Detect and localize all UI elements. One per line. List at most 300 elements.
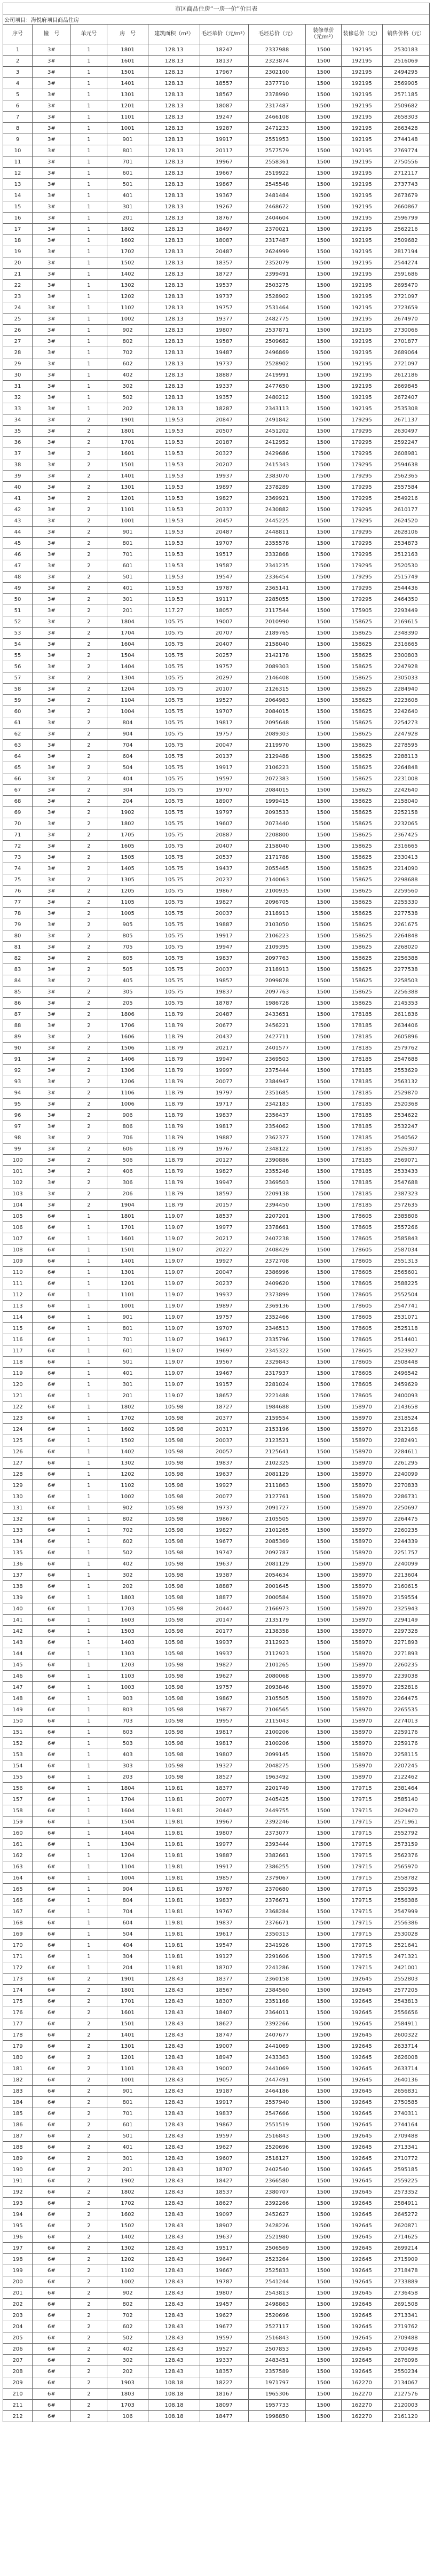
- col-index-cell: 1: [3, 44, 33, 56]
- col-unit-cell: 1: [70, 1917, 107, 1929]
- col-rough-total-cell: 2447491: [248, 2074, 306, 2086]
- col-building-cell: 3#: [33, 1144, 71, 1155]
- col-sale-price-cell: 2259560: [382, 886, 429, 897]
- col-building-cell: 3#: [33, 863, 71, 874]
- col-rough-total-cell: 2392266: [248, 2018, 306, 2030]
- table-row: [3, 1996, 430, 2007]
- col-area-cell: 119.07: [148, 1390, 200, 1401]
- table-row: [3, 392, 430, 403]
- col-decor-unit-price-cell: 1500: [306, 67, 341, 78]
- col-sale-price-cell: 2817194: [382, 246, 429, 257]
- col-rough-unit-price-cell: 19707: [200, 538, 248, 549]
- col-decor-total-cell: 158625: [341, 942, 382, 953]
- col-rough-unit-price-cell: 19887: [200, 1850, 248, 1861]
- col-rough-total-cell: 2451202: [248, 426, 306, 437]
- table-row: [3, 1615, 430, 1626]
- col-rough-unit-price-cell: 20887: [200, 829, 248, 841]
- col-building-cell: 3#: [33, 190, 71, 201]
- col-index-cell: 27: [3, 336, 33, 347]
- col-index-cell: 209: [3, 2377, 33, 2389]
- col-unit-cell: 1: [70, 190, 107, 201]
- col-rough-unit-price-cell: 19977: [200, 1839, 248, 1850]
- col-building-cell: 6#: [33, 1861, 71, 1873]
- col-unit-cell: 1: [70, 1884, 107, 1895]
- col-unit-cell: 1: [70, 1615, 107, 1626]
- col-unit-cell: 2: [70, 1099, 107, 1110]
- col-index-cell: 104: [3, 1200, 33, 1211]
- table-row: [3, 2209, 430, 2220]
- col-index-cell: 102: [3, 1177, 33, 1188]
- col-room-cell: 705: [107, 942, 148, 953]
- col-decor-unit-price-cell: 1500: [306, 291, 341, 302]
- col-sale-price-cell: 2520368: [382, 1099, 429, 1110]
- col-index-cell: 202: [3, 2299, 33, 2310]
- col-index-cell: 199: [3, 2265, 33, 2276]
- col-decor-total-cell: 158970: [341, 1615, 382, 1626]
- col-decor-total-cell: 178185: [341, 1110, 382, 1121]
- col-sale-price-cell: 2284611: [382, 1446, 429, 1458]
- col-rough-total-cell: 2101265: [248, 1525, 306, 1536]
- table-row: [3, 358, 430, 370]
- col-rough-unit-price-cell: 19337: [200, 2355, 248, 2366]
- col-unit-cell: 2: [70, 2198, 107, 2209]
- col-decor-total-cell: 158625: [341, 661, 382, 672]
- col-sale-price-cell: 2633714: [382, 2041, 429, 2052]
- col-rough-total-cell: 2352466: [248, 1312, 306, 1323]
- col-index-cell: 80: [3, 930, 33, 942]
- col-unit-cell: 2: [70, 1020, 107, 1031]
- col-building-cell: 6#: [33, 1446, 71, 1458]
- col-building-cell: 3#: [33, 358, 71, 370]
- col-decor-total-cell: 158625: [341, 717, 382, 729]
- col-index-cell: 210: [3, 2389, 33, 2400]
- col-rough-unit-price-cell: 20677: [200, 1020, 248, 1031]
- col-rough-unit-price-cell: 19677: [200, 1536, 248, 1547]
- col-rough-unit-price-cell: 19857: [200, 975, 248, 986]
- col-sale-price-cell: 2247928: [382, 661, 429, 672]
- col-building-cell: 6#: [33, 1334, 71, 1345]
- col-decor-total-cell: 179295: [341, 538, 382, 549]
- col-unit-cell: 2: [70, 2299, 107, 2310]
- col-building-cell: 6#: [33, 1222, 71, 1233]
- col-building-cell: 3#: [33, 448, 71, 459]
- col-room-cell: 502: [107, 392, 148, 403]
- col-rough-total-cell: 2112923: [248, 1637, 306, 1648]
- col-index-cell: 159: [3, 1816, 33, 1828]
- col-unit-cell: 2: [70, 482, 107, 493]
- col-unit-cell: 1: [70, 1603, 107, 1615]
- table-row: [3, 112, 430, 123]
- col-decor-unit-price-cell: 1500: [306, 1805, 341, 1816]
- col-building-cell: 3#: [33, 930, 71, 942]
- col-decor-total-cell: 192195: [341, 269, 382, 280]
- col-building-cell: 6#: [33, 2232, 71, 2243]
- col-building-cell: 3#: [33, 112, 71, 123]
- col-rough-unit-price-cell: 20447: [200, 1805, 248, 1816]
- col-rough-unit-price-cell: 20217: [200, 1043, 248, 1054]
- table-row: [3, 796, 430, 807]
- col-rough-total-cell: 2509682: [248, 336, 306, 347]
- col-area-cell: 105.75: [148, 829, 200, 841]
- col-unit-cell: 1: [70, 1435, 107, 1446]
- col-area-cell: 105.75: [148, 807, 200, 818]
- table-row: [3, 1794, 430, 1805]
- col-rough-unit-price-cell: 20147: [200, 1615, 248, 1626]
- col-unit-cell: 1: [70, 1772, 107, 1783]
- col-room-cell: 1802: [107, 1401, 148, 1413]
- col-building-cell: 3#: [33, 414, 71, 426]
- col-decor-total-cell: 178185: [341, 1020, 382, 1031]
- col-building-cell: 3#: [33, 527, 71, 538]
- col-sale-price-cell: 2669845: [382, 381, 429, 392]
- col-rough-total-cell: 2099878: [248, 975, 306, 986]
- col-building-cell: 6#: [33, 1267, 71, 1278]
- col-area-cell: 105.98: [148, 1716, 200, 1727]
- col-decor-unit-price-cell: 1500: [306, 1357, 341, 1368]
- col-rough-unit-price-cell: 19187: [200, 2086, 248, 2097]
- col-decor-unit-price-cell: 1500: [306, 773, 341, 785]
- col-building-cell: 3#: [33, 942, 71, 953]
- col-room-cell: 1804: [107, 616, 148, 628]
- col-rough-unit-price-cell: 20057: [200, 1446, 248, 1458]
- col-decor-unit-price-cell: 1500: [306, 1547, 341, 1559]
- col-area-cell: 128.43: [148, 2007, 200, 2018]
- col-decor-unit-price-cell: 1500: [306, 2288, 341, 2299]
- col-unit-cell: 1: [70, 1211, 107, 1222]
- table-row: [3, 1289, 430, 1301]
- col-unit-cell: 2: [70, 1054, 107, 1065]
- table-row: [3, 224, 430, 235]
- col-building-cell: 6#: [33, 1873, 71, 1884]
- col-index-cell: 132: [3, 1514, 33, 1525]
- col-area-cell: 105.98: [148, 1648, 200, 1659]
- col-index-cell: 212: [3, 2411, 33, 2422]
- col-index-cell: 120: [3, 1379, 33, 1390]
- col-building-cell: 6#: [33, 2389, 71, 2400]
- col-area-cell: 119.53: [148, 471, 200, 482]
- col-sale-price-cell: 2525118: [382, 1323, 429, 1334]
- col-area-cell: 105.75: [148, 684, 200, 695]
- col-rough-unit-price-cell: 18527: [200, 1772, 248, 1783]
- col-unit-cell: 1: [70, 1704, 107, 1716]
- col-room-cell: 1004: [107, 706, 148, 717]
- col-sale-price-cell: 2600322: [382, 2030, 429, 2041]
- col-decor-total-cell: 158625: [341, 773, 382, 785]
- col-room-cell: 1101: [107, 2063, 148, 2074]
- col-decor-total-cell: 158625: [341, 751, 382, 762]
- col-room-cell: 1304: [107, 672, 148, 684]
- col-index-cell: 100: [3, 1155, 33, 1166]
- table-row: [3, 1805, 430, 1816]
- col-unit-cell: 1: [70, 156, 107, 168]
- table-row: [3, 1368, 430, 1379]
- col-rough-unit-price-cell: 19057: [200, 2074, 248, 2086]
- col-sale-price-cell: 2259176: [382, 1727, 429, 1738]
- col-unit-cell: 1: [70, 1850, 107, 1861]
- col-area-cell: 128.43: [148, 1985, 200, 1996]
- col-building-cell: 3#: [33, 684, 71, 695]
- col-rough-unit-price-cell: 20047: [200, 1267, 248, 1278]
- col-building-cell: 6#: [33, 1895, 71, 1906]
- col-decor-unit-price-cell: 1500: [306, 807, 341, 818]
- col-unit-cell: 1: [70, 1233, 107, 1244]
- col-sale-price-cell: 2509682: [382, 100, 429, 112]
- col-unit-cell: 2: [70, 874, 107, 886]
- col-unit-cell: 2: [70, 908, 107, 919]
- col-rough-unit-price-cell: 19817: [200, 1121, 248, 1132]
- col-room-cell: 1302: [107, 2243, 148, 2254]
- col-decor-total-cell: 179295: [341, 527, 382, 538]
- col-unit-cell: 2: [70, 616, 107, 628]
- col-rough-unit-price-cell: 18627: [200, 2018, 248, 2030]
- col-room-cell: 301: [107, 1379, 148, 1390]
- col-index-cell: 175: [3, 1996, 33, 2007]
- col-decor-total-cell: 192195: [341, 392, 382, 403]
- col-decor-total-cell: 192645: [341, 2052, 382, 2063]
- col-decor-unit-price-cell: 1500: [306, 964, 341, 975]
- col-rough-total-cell: 2123521: [248, 1435, 306, 1446]
- col-decor-unit-price-cell: 1500: [306, 1345, 341, 1357]
- table-row: [3, 975, 430, 986]
- col-unit-cell: 1: [70, 1716, 107, 1727]
- col-room-cell: 1001: [107, 1301, 148, 1312]
- col-decor-unit-price-cell: 1500: [306, 1256, 341, 1267]
- col-index-cell: 20: [3, 257, 33, 269]
- col-room-cell: 701: [107, 1334, 148, 1345]
- col-rough-unit-price-cell: 19617: [200, 1929, 248, 1940]
- col-rough-total-cell: 2399491: [248, 269, 306, 280]
- col-rough-total-cell: 2545548: [248, 179, 306, 190]
- col-index-cell: 192: [3, 2187, 33, 2198]
- col-decor-unit-price-cell: 1500: [306, 2299, 341, 2310]
- col-rough-total-cell: 2100935: [248, 886, 306, 897]
- table-row: [3, 1559, 430, 1570]
- col-area-cell: 128.43: [148, 2119, 200, 2131]
- col-index-cell: 172: [3, 1962, 33, 1974]
- table-row: [3, 1861, 430, 1873]
- table-row: [3, 168, 430, 179]
- col-rough-unit-price-cell: 19917: [200, 762, 248, 773]
- table-row: [3, 1357, 430, 1368]
- table-row: [3, 1581, 430, 1592]
- col-area-cell: 119.81: [148, 1839, 200, 1850]
- col-room-cell: 1803: [107, 2389, 148, 2400]
- col-building-cell: 3#: [33, 370, 71, 381]
- col-rough-unit-price-cell: 19677: [200, 2321, 248, 2332]
- col-building-cell: 6#: [33, 1424, 71, 1435]
- col-index-cell: 2: [3, 56, 33, 67]
- col-decor-unit-price-cell: 1500: [306, 1794, 341, 1805]
- table-row: [3, 1828, 430, 1839]
- col-building-cell: 3#: [33, 897, 71, 908]
- col-rough-total-cell: 2332868: [248, 549, 306, 560]
- col-sale-price-cell: 2400093: [382, 1390, 429, 1401]
- col-index-cell: 64: [3, 751, 33, 762]
- col-unit-cell: 2: [70, 2344, 107, 2355]
- col-decor-total-cell: 179715: [341, 1873, 382, 1884]
- col-building-cell: 3#: [33, 571, 71, 583]
- col-sale-price-cell: 2284940: [382, 684, 429, 695]
- col-decor-unit-price-cell: 1500: [306, 1951, 341, 1962]
- col-rough-total-cell: 2096705: [248, 897, 306, 908]
- col-room-cell: 901: [107, 134, 148, 145]
- col-room-cell: 1305: [107, 874, 148, 886]
- col-room-cell: 301: [107, 201, 148, 213]
- col-area-cell: 108.18: [148, 2400, 200, 2411]
- col-index-cell: 203: [3, 2310, 33, 2321]
- col-index-cell: 30: [3, 370, 33, 381]
- col-room-cell: 803: [107, 1704, 148, 1716]
- col-building-cell: 3#: [33, 729, 71, 740]
- col-rough-unit-price-cell: 18087: [200, 235, 248, 246]
- col-building-cell: 6#: [33, 1536, 71, 1547]
- col-decor-total-cell: 158970: [341, 1536, 382, 1547]
- col-building-cell: 3#: [33, 1110, 71, 1121]
- col-area-cell: 128.43: [148, 2142, 200, 2153]
- table-row: [3, 448, 430, 459]
- col-unit-cell: 1: [70, 1873, 107, 1884]
- col-sale-price-cell: 2721097: [382, 291, 429, 302]
- col-area-cell: 105.98: [148, 1637, 200, 1648]
- col-area-cell: 105.98: [148, 1738, 200, 1749]
- table-row: [3, 919, 430, 930]
- col-building-cell: 6#: [33, 2310, 71, 2321]
- col-sale-price-cell: 2270833: [382, 1480, 429, 1491]
- table-row: [3, 302, 430, 314]
- col-decor-total-cell: 178185: [341, 1188, 382, 1200]
- col-sale-price-cell: 2494295: [382, 67, 429, 78]
- col-rough-total-cell: 2427711: [248, 1031, 306, 1043]
- col-index-cell: 129: [3, 1480, 33, 1491]
- col-rough-unit-price-cell: 19457: [200, 2299, 248, 2310]
- col-rough-unit-price-cell: 20327: [200, 448, 248, 459]
- col-decor-total-cell: 192645: [341, 2198, 382, 2209]
- header-col-building: 幢 号: [33, 25, 71, 44]
- col-decor-unit-price-cell: 1500: [306, 1110, 341, 1121]
- col-rough-total-cell: 2317487: [248, 100, 306, 112]
- col-index-cell: 42: [3, 504, 33, 515]
- table-row: [3, 684, 430, 695]
- col-rough-total-cell: 2341926: [248, 1940, 306, 1951]
- table-row: [3, 123, 430, 134]
- col-room-cell: 501: [107, 571, 148, 583]
- col-area-cell: 105.98: [148, 1570, 200, 1581]
- col-rough-unit-price-cell: 20847: [200, 414, 248, 426]
- table-row: [3, 1884, 430, 1895]
- col-sale-price-cell: 2258503: [382, 975, 429, 986]
- table-row: [3, 2344, 430, 2355]
- col-area-cell: 128.13: [148, 246, 200, 257]
- col-decor-unit-price-cell: 1500: [306, 560, 341, 571]
- col-sale-price-cell: 2719762: [382, 2321, 429, 2332]
- col-rough-total-cell: 2106565: [248, 1704, 306, 1716]
- table-row: [3, 1390, 430, 1401]
- col-decor-total-cell: 179715: [341, 1816, 382, 1828]
- col-sale-price-cell: 2569071: [382, 1155, 429, 1166]
- col-decor-unit-price-cell: 1500: [306, 1828, 341, 1839]
- col-room-cell: 1406: [107, 1054, 148, 1065]
- col-decor-unit-price-cell: 1500: [306, 1200, 341, 1211]
- col-room-cell: 604: [107, 1917, 148, 1929]
- col-rough-total-cell: 2135179: [248, 1615, 306, 1626]
- col-rough-unit-price-cell: 20407: [200, 841, 248, 852]
- table-row: [3, 1144, 430, 1155]
- col-rough-unit-price-cell: 19867: [200, 1514, 248, 1525]
- col-index-cell: 143: [3, 1637, 33, 1648]
- col-unit-cell: 2: [70, 2018, 107, 2030]
- col-decor-unit-price-cell: 1500: [306, 1637, 341, 1648]
- col-building-cell: 6#: [33, 2400, 71, 2411]
- table-row: [3, 1783, 430, 1794]
- col-building-cell: 3#: [33, 796, 71, 807]
- col-room-cell: 905: [107, 919, 148, 930]
- col-unit-cell: 1: [70, 1659, 107, 1671]
- col-decor-total-cell: 158970: [341, 1446, 382, 1458]
- col-index-cell: 178: [3, 2030, 33, 2041]
- col-building-cell: 6#: [33, 2018, 71, 2030]
- col-rough-total-cell: 2429686: [248, 448, 306, 459]
- col-unit-cell: 1: [70, 213, 107, 224]
- col-index-cell: 171: [3, 1951, 33, 1962]
- col-decor-total-cell: 178185: [341, 1121, 382, 1132]
- col-rough-unit-price-cell: 19537: [200, 280, 248, 291]
- col-building-cell: 6#: [33, 2377, 71, 2389]
- col-unit-cell: 1: [70, 314, 107, 325]
- col-rough-total-cell: 2433651: [248, 1009, 306, 1020]
- col-sale-price-cell: 2316665: [382, 841, 429, 852]
- col-sale-price-cell: 2277538: [382, 908, 429, 919]
- col-area-cell: 118.79: [148, 1009, 200, 1020]
- col-decor-unit-price-cell: 1500: [306, 2030, 341, 2041]
- col-index-cell: 130: [3, 1491, 33, 1502]
- col-room-cell: 503: [107, 1738, 148, 1749]
- col-unit-cell: 1: [70, 1626, 107, 1637]
- col-rough-total-cell: 2097763: [248, 986, 306, 998]
- col-building-cell: 6#: [33, 1805, 71, 1816]
- col-unit-cell: 2: [70, 2030, 107, 2041]
- col-unit-cell: 1: [70, 235, 107, 246]
- col-building-cell: 6#: [33, 1828, 71, 1839]
- col-sale-price-cell: 2348390: [382, 628, 429, 639]
- col-decor-total-cell: 158970: [341, 1772, 382, 1783]
- col-area-cell: 118.79: [148, 1110, 200, 1121]
- col-decor-total-cell: 158970: [341, 1480, 382, 1491]
- col-decor-unit-price-cell: 1500: [306, 2265, 341, 2276]
- col-unit-cell: 1: [70, 1458, 107, 1469]
- col-index-cell: 123: [3, 1413, 33, 1424]
- col-rough-total-cell: 2503275: [248, 280, 306, 291]
- col-area-cell: 119.53: [148, 414, 200, 426]
- col-rough-unit-price-cell: 18907: [200, 2220, 248, 2232]
- col-decor-total-cell: 192195: [341, 302, 382, 314]
- col-area-cell: 119.81: [148, 1783, 200, 1794]
- col-room-cell: 202: [107, 2366, 148, 2377]
- col-decor-unit-price-cell: 1500: [306, 392, 341, 403]
- col-decor-unit-price-cell: 1500: [306, 2377, 341, 2389]
- col-building-cell: 3#: [33, 504, 71, 515]
- col-index-cell: 95: [3, 1099, 33, 1110]
- table-row: [3, 1233, 430, 1244]
- col-area-cell: 128.13: [148, 224, 200, 235]
- table-row: [3, 1435, 430, 1446]
- col-room-cell: 1902: [107, 2175, 148, 2187]
- col-room-cell: 1301: [107, 2041, 148, 2052]
- table-row: [3, 1267, 430, 1278]
- col-room-cell: 703: [107, 1716, 148, 1727]
- col-sale-price-cell: 2250697: [382, 1502, 429, 1514]
- col-rough-total-cell: 2402540: [248, 2164, 306, 2175]
- col-unit-cell: 2: [70, 807, 107, 818]
